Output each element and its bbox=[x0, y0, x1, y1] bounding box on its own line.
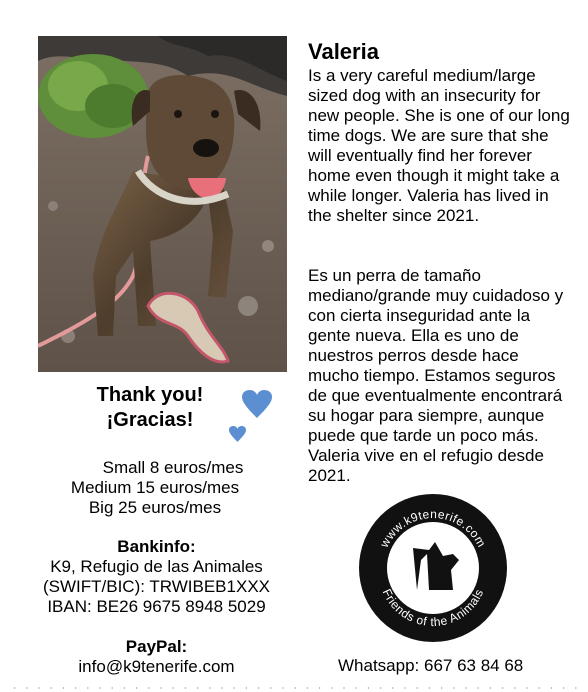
price-big: Big 25 euros/mes bbox=[88, 498, 222, 517]
thanks-es: ¡Gracias! bbox=[106, 409, 194, 431]
dog-photo bbox=[38, 36, 287, 372]
price-medium: Medium 15 euros/mes bbox=[70, 478, 240, 497]
price-small: Small 8 euros/mes bbox=[102, 458, 244, 477]
description-spanish: Es un perra de tamaño mediano/grande muy cuidadoso y con cierta inseguridad ante la gente nueva. Ella es uno de nuestros perros desde hace mucho tiempo. Estamos seguros de que eventualmente encontrará su hogar para siempre, aunque puede que tarde un poco más. Valeria vive en el refugio desde 2021. bbox=[308, 266, 564, 485]
bank-swift: (SWIFT/BIC): TRWIBEB1XXX bbox=[42, 577, 270, 596]
bank-name: K9, Refugio de las Animales bbox=[50, 557, 263, 576]
sponsorship-prices bbox=[30, 458, 280, 518]
logo-mark: K9 bbox=[434, 577, 452, 593]
logo-tagline: Friends of the Animals bbox=[379, 586, 487, 630]
dog-name: Valeria bbox=[308, 39, 379, 64]
bank-heading: Bankinfo: bbox=[117, 537, 196, 556]
bank-info bbox=[24, 537, 289, 617]
bank-iban: IBAN: BE26 9675 8948 5029 bbox=[47, 597, 266, 616]
paypal-heading: PayPal: bbox=[125, 637, 188, 656]
paypal-info bbox=[24, 637, 289, 677]
paypal-email[interactable]: info@k9tenerife.com bbox=[78, 657, 235, 676]
thanks-en: Thank you! bbox=[96, 384, 204, 406]
dotted-divider bbox=[0, 684, 588, 692]
whatsapp-contact: Whatsapp: 667 63 84 68 bbox=[338, 656, 524, 675]
heart-icon-large bbox=[242, 390, 272, 420]
logo-url: www.k9tenerife.com bbox=[377, 506, 489, 550]
thanks-block bbox=[60, 383, 240, 433]
description-english: Is a very careful medium/large sized dog with an insecurity for new people. She is one of our long time dogs. We are sure that she will eventually find her forever home even though it might take a while longer. Valeria has lived in the shelter since 2021. bbox=[308, 66, 570, 225]
k9-logo bbox=[355, 490, 511, 646]
